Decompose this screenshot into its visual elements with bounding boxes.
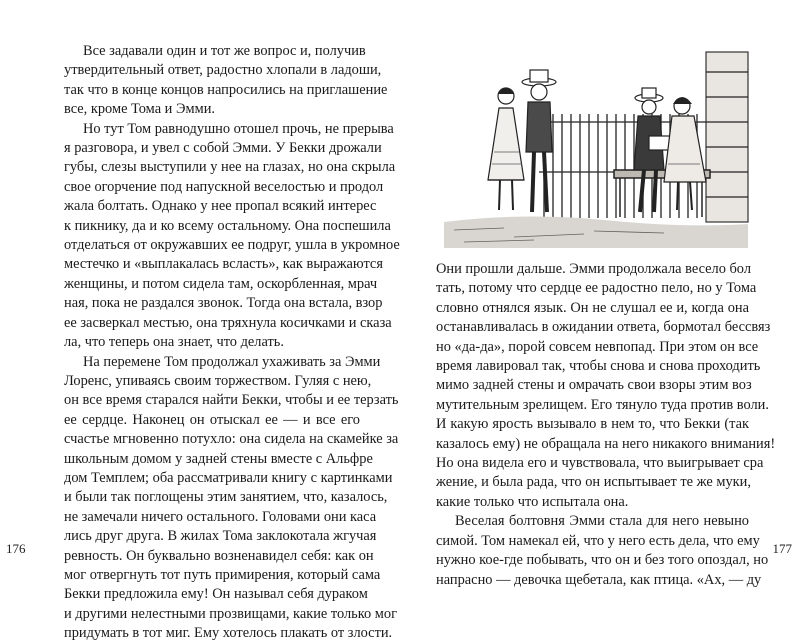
right-page-number: 177 (772, 541, 792, 556)
text-line: отделаться от окружавших ее подруг, ушла в укромное (64, 237, 400, 254)
text-line: ее сердце. Наконец он отыскал ее — и все его (64, 411, 360, 428)
text-line: лись друг друга. В жилах Тома заклокотала жгучая (64, 528, 377, 545)
text-line: так что в конце концов напросились на приглашение (64, 81, 388, 98)
text-line: ная, пока не раздался звонок. Тогда она встала, взор (64, 295, 383, 312)
text-line: но «да-да», порой совсем невпопад. При этом он все (436, 338, 759, 355)
text-line: симой. Том намекал ей, что у него есть дела, что ему (436, 532, 760, 549)
text-line: школьным домом у задней стены вместе с Альфре (64, 450, 373, 467)
text-line: И какую ярость вызывало в нем то, что Бекки (так (436, 416, 749, 433)
text-line: свое огорчение под напускной веселостью и продол (64, 178, 384, 195)
text-line: На перемене Том продолжал ухаживать за Эмми (83, 353, 381, 370)
text-line: жала болтать. Однако у нее пропал всякий интерес (64, 198, 377, 215)
text-line: словно отнялся язык. Он не слушал ее и, когда она (436, 299, 749, 316)
text-line: все, кроме Тома и Эмми. (64, 101, 215, 118)
text-line: к пикнику, да и ко всему остальному. Она поспешила (64, 217, 391, 234)
text-line: придумать в тот миг. Ему хотелось плакать от злости. (64, 625, 393, 642)
text-line: я разговора, и увел с собой Эмми. У Бекки дрожали (64, 140, 382, 157)
text-line: он все время старался найти Бекки, чтобы и ее терзать (64, 392, 399, 409)
left-page-number: 176 (6, 541, 26, 556)
text-line: женщины, и потом сидела там, оскорбленная, мрач (64, 275, 378, 292)
text-line: и были так поглощены этим занятием, что, казалось, (64, 489, 388, 506)
text-line: утвердительный ответ, радостно хлопали в ладоши, (64, 62, 382, 79)
text-line: местечко и «выплакалась всласть», как выражаются (64, 256, 383, 273)
text-line: Веселая болтовня Эмми стала для него невыно (455, 513, 749, 530)
text-line: Бекки предложила ему! Он называл себя дураком (64, 586, 368, 603)
left-page (0, 0, 400, 642)
text-line: и другими нелестными прозвищами, какие только мог (64, 605, 397, 622)
text-line: Лоренс, упиваясь своим торжеством. Гуляя с нею, (64, 372, 372, 389)
text-line: ревность. Он буквально возненавидел себя: как он (64, 547, 374, 564)
text-line: дом Темплем; оба рассматривали книгу с картинками (64, 469, 393, 486)
text-line: тать, потому что сердце ее радостно пело, но у Тома (436, 280, 757, 297)
text-line: время лавировал так, чтобы снова и снова проходить (436, 358, 761, 375)
text-line: Они прошли дальше. Эмми продолжала весело бол (436, 261, 751, 277)
schoolyard-illustration (444, 52, 748, 248)
text-line: останавливалась в ожидании ответа, бормотал бессвяз (436, 319, 771, 336)
text-line: ее засверкал местью, она тряхнула косичками и сказа (64, 314, 392, 331)
text-line: мутительным зрелищем. Его тянуло туда против воли. (436, 396, 769, 413)
text-line: нужно кое-где побывать, что он и без того опоздал, но (436, 552, 769, 569)
text-line: счастье мгновенно потухло: она сидела на скамейке за (64, 431, 399, 448)
text-line: ла, что теперь она знает, что делать. (64, 334, 284, 351)
text-line: не замечали ничего остального. Головами они каса (64, 508, 377, 525)
text-line: мимо задней стены и омрачать свои взоры этим воз (436, 377, 752, 394)
text-line: жение, и была рада, что он испытывает те же муки, (436, 474, 751, 491)
text-line: губы, слезы выступили у нее на глазах, но она скрыла (64, 159, 396, 176)
text-line: Все задавали один и тот же вопрос и, получив (83, 43, 366, 59)
text-line: Но она видела его и чувствовала, что выигрывает сра (436, 455, 764, 472)
text-line: Но тут Том равнодушно отошел прочь, не прерыва (83, 120, 394, 137)
text-line: напрасно — девочка щебетала, как птица. «Ах, — ду (436, 571, 762, 588)
right-page-text (436, 260, 776, 590)
right-page (400, 0, 800, 588)
text-line: какие только что испытала она. (436, 493, 629, 510)
text-line: казалось ему) не обращала на него никакого внимания! (436, 435, 776, 452)
text-line: мог отвергнуть тот путь примирения, который сама (64, 566, 381, 583)
left-page-text (64, 42, 400, 644)
